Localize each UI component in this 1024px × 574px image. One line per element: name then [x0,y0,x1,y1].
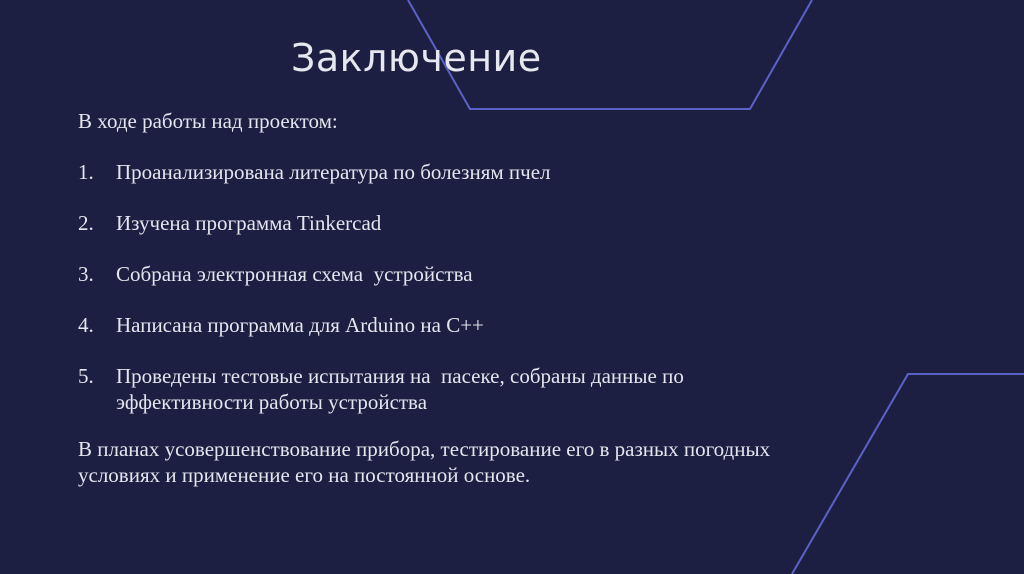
list-item [78,159,838,185]
list-item [78,363,838,415]
list-item [78,210,838,236]
list-item [78,261,838,287]
conclusion-text: В планах усовершенствование прибора, тестирование его в разных погодных условиях и применение его на постоянной основе. [78,437,781,487]
list-number: 5. [78,364,94,388]
list-number: 2. [78,211,94,235]
list-item-text: Изучена программа Tinkercad [116,211,382,235]
list-number: 3. [78,262,94,286]
results-list [78,159,838,415]
intro-text: В ходе работы над проектом: [78,109,338,133]
list-item-text: Написана программа для Arduino на C++ [116,313,484,337]
list-item-text: Проанализирована литература по болезням пчел [116,160,551,184]
slide-title: Заключение [291,36,542,80]
list-item-text: Проведены тестовые испытания на пасеке, собраны данные по эффективности работы устройства [116,364,690,414]
list-item-text: Собрана электронная схема устройства [116,262,473,286]
slide-body [78,108,838,488]
list-number: 1. [78,160,94,184]
list-number: 4. [78,313,94,337]
list-item [78,312,838,338]
